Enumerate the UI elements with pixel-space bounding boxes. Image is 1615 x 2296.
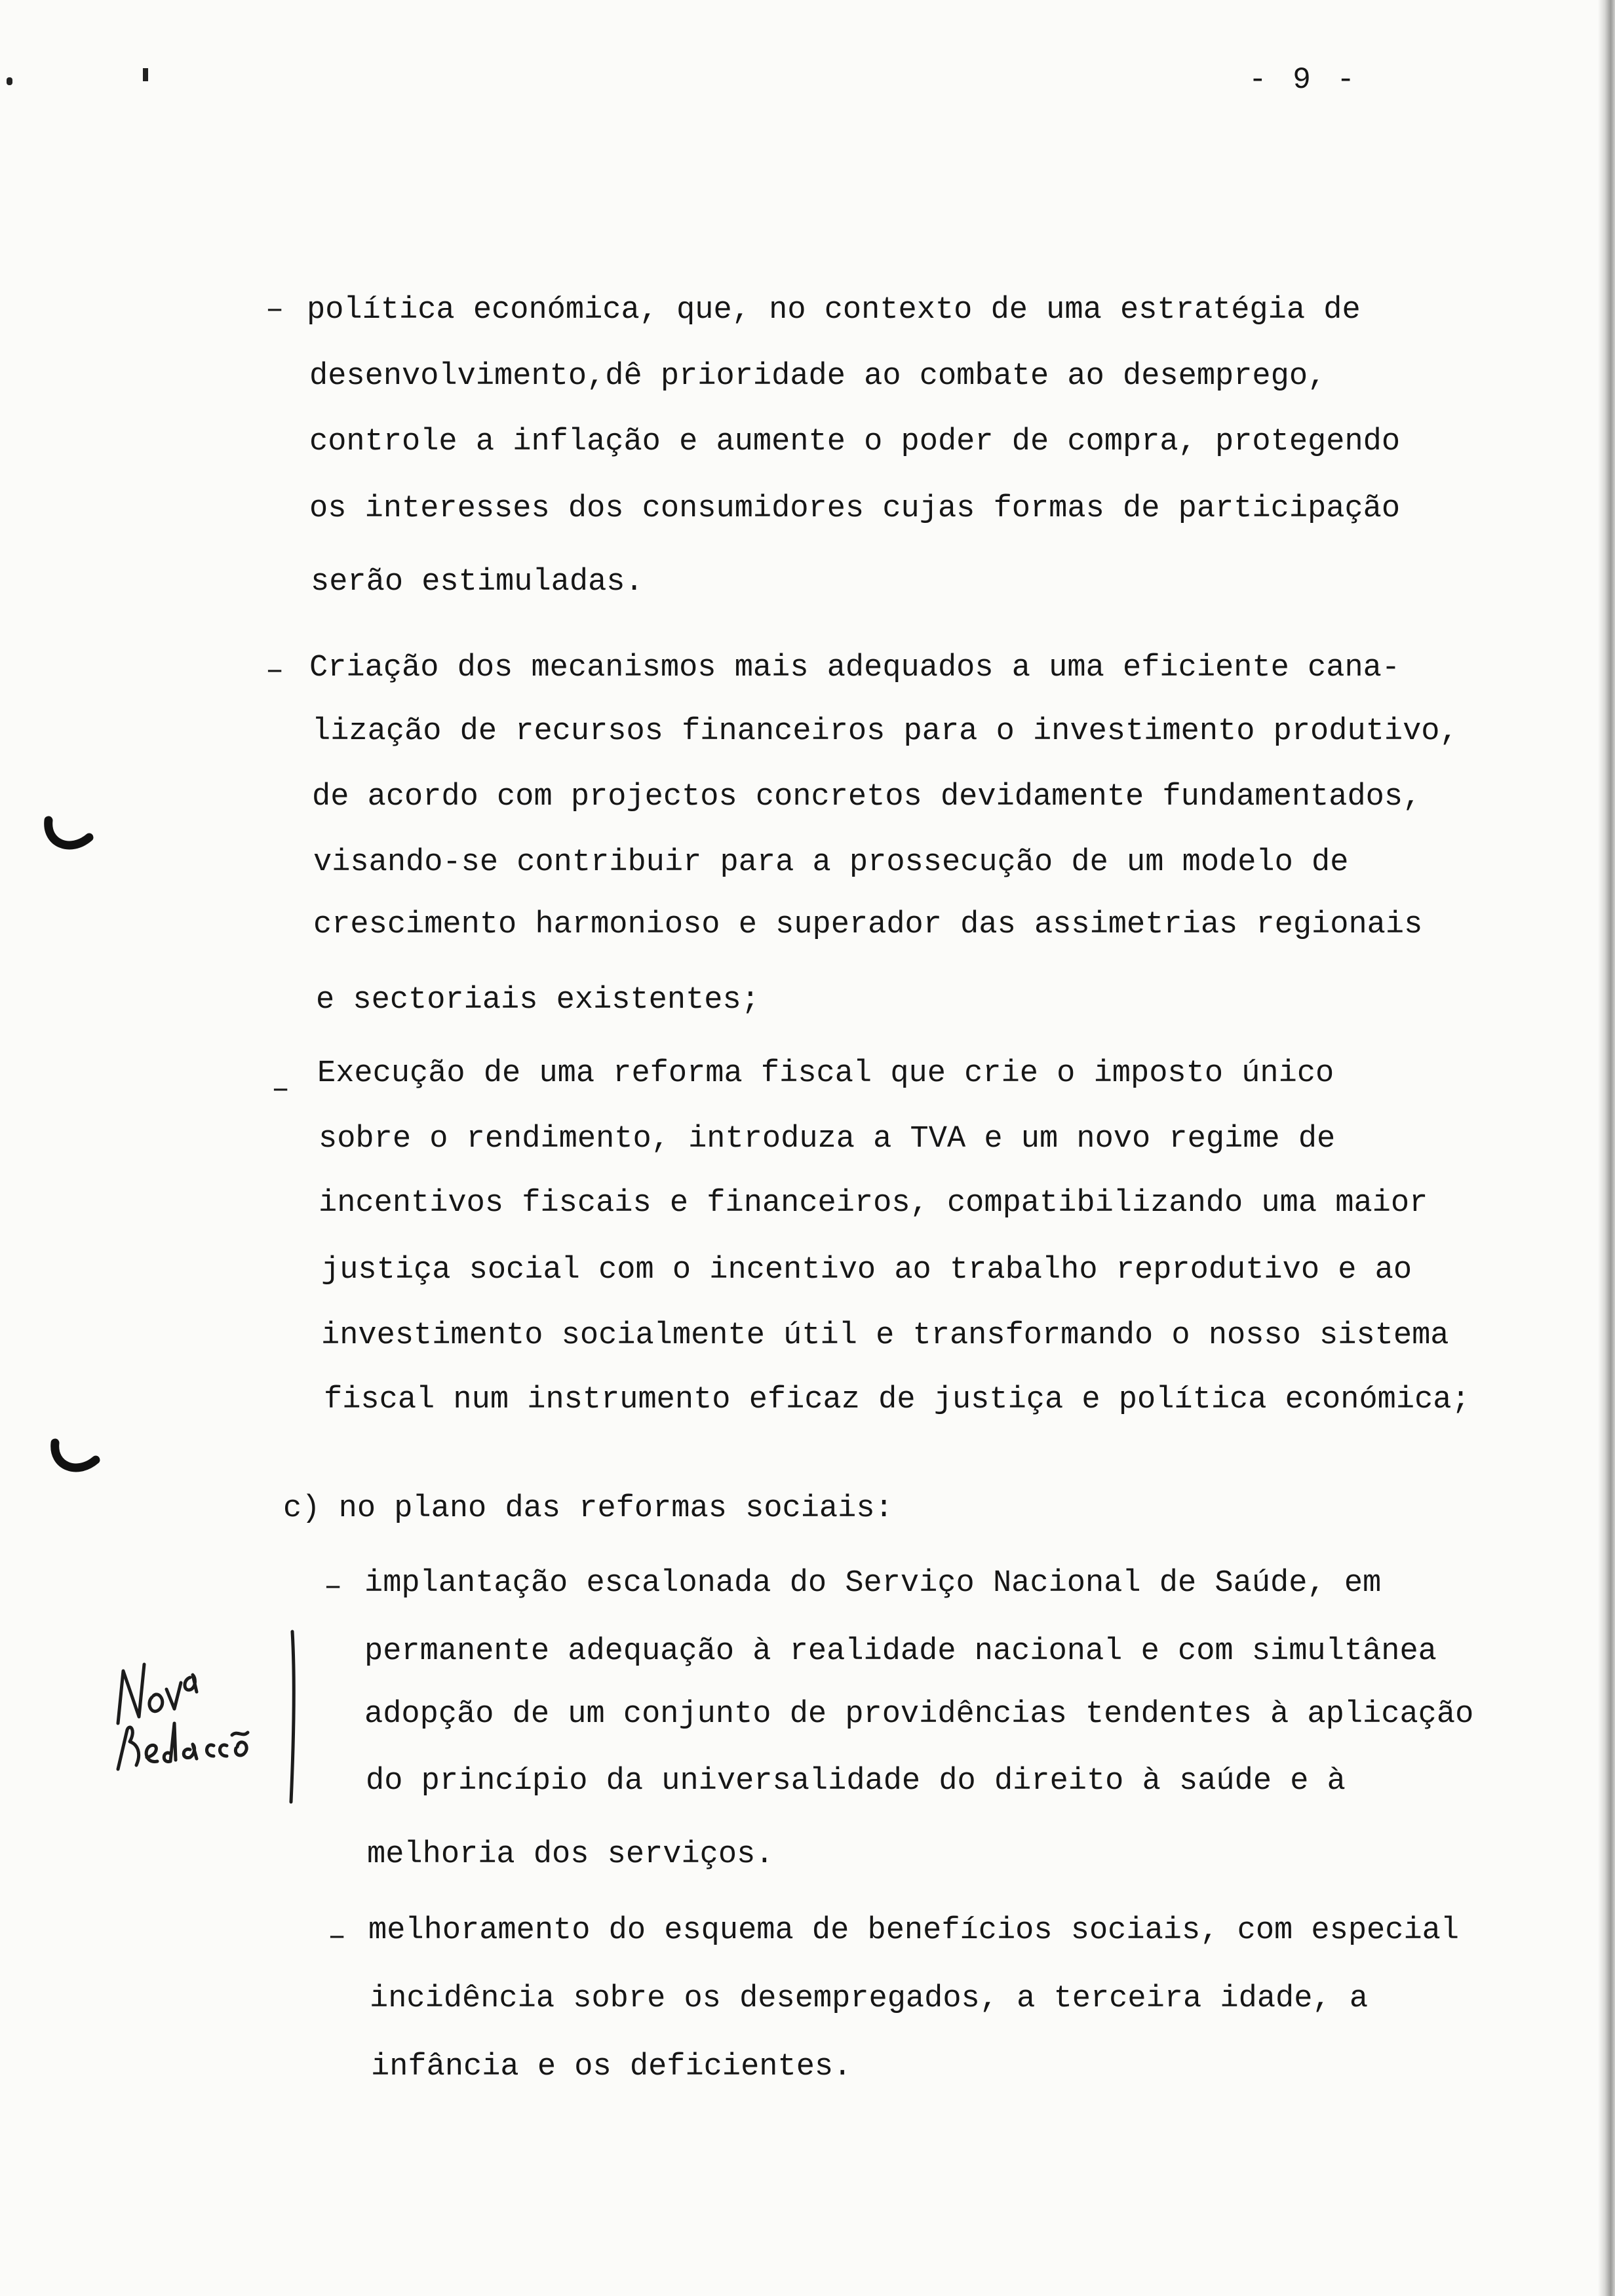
text-line: fiscal num instrumento eficaz de justiça e política económica; bbox=[324, 1383, 1470, 1417]
text-line: investimento socialmente útil e transformando o nosso sistema bbox=[321, 1318, 1449, 1353]
text-line: adopção de um conjunto de providências tendentes à aplicação bbox=[364, 1697, 1474, 1732]
text-line: sobre o rendimento, introduza a TVA e um novo regime de bbox=[319, 1122, 1336, 1157]
text-line: serão estimuladas. bbox=[311, 565, 644, 600]
text-line: do princípio da universalidade do direito à saúde e à bbox=[366, 1764, 1346, 1799]
text-line: justiça social com o incentivo ao trabalho reprodutivo e ao bbox=[321, 1253, 1412, 1288]
text-line: e sectoriais existentes; bbox=[316, 983, 760, 1018]
text-line: melhoramento do esquema de benefícios sociais, com especial bbox=[368, 1913, 1460, 1948]
text-line: controle a inflação e aumente o poder de compra, protegendo bbox=[309, 425, 1401, 459]
text-line: permanente adequação à realidade nacional e com simultânea bbox=[364, 1634, 1437, 1669]
list-dash: – bbox=[271, 1073, 290, 1107]
text-line: de acordo com projectos concretos devidamente fundamentados, bbox=[312, 780, 1422, 814]
text-line: os interesses dos consumidores cujas formas de participação bbox=[309, 491, 1401, 526]
list-dash: – bbox=[265, 293, 284, 328]
section-heading-social-reforms: c) no plano das reformas sociais: bbox=[283, 1491, 893, 1526]
punch-hole-mark-bottom bbox=[46, 1428, 105, 1487]
text-line: visando-se contribuir para a prossecução de um modelo de bbox=[313, 845, 1349, 880]
text-line: implantação escalonada do Serviço Nacional de Saúde, em bbox=[364, 1566, 1382, 1601]
scan-speck bbox=[143, 68, 148, 81]
punch-hole-mark-top bbox=[39, 806, 98, 865]
scan-speck bbox=[7, 77, 12, 85]
text-line: melhoria dos serviços. bbox=[367, 1837, 774, 1872]
text-line: incentivos fiscais e financeiros, compatibilizando uma maior bbox=[319, 1186, 1428, 1221]
list-dash: – bbox=[265, 654, 284, 689]
page-number: - 9 - bbox=[1249, 63, 1359, 97]
text-line: incidência sobre os desempregados, a terceira idade, a bbox=[370, 1981, 1369, 2016]
right-page-edge bbox=[1598, 0, 1615, 2296]
list-dash: – bbox=[324, 1570, 343, 1605]
text-line: crescimento harmonioso e superador das assimetrias regionais bbox=[313, 908, 1423, 942]
list-dash: – bbox=[328, 1920, 347, 1955]
handwritten-margin-note bbox=[98, 1625, 308, 1815]
text-line: desenvolvimento,dê prioridade ao combate ao desemprego, bbox=[309, 359, 1327, 394]
text-line: lização de recursos financeiros para o investimento produtivo, bbox=[312, 714, 1458, 749]
text-line: política económica, que, no contexto de uma estratégia de bbox=[307, 293, 1361, 328]
text-line: infância e os deficientes. bbox=[371, 2050, 852, 2084]
text-line: Execução de uma reforma fiscal que crie o imposto único bbox=[317, 1056, 1334, 1091]
text-line: Criação dos mecanismos mais adequados a uma eficiente cana- bbox=[309, 651, 1401, 685]
